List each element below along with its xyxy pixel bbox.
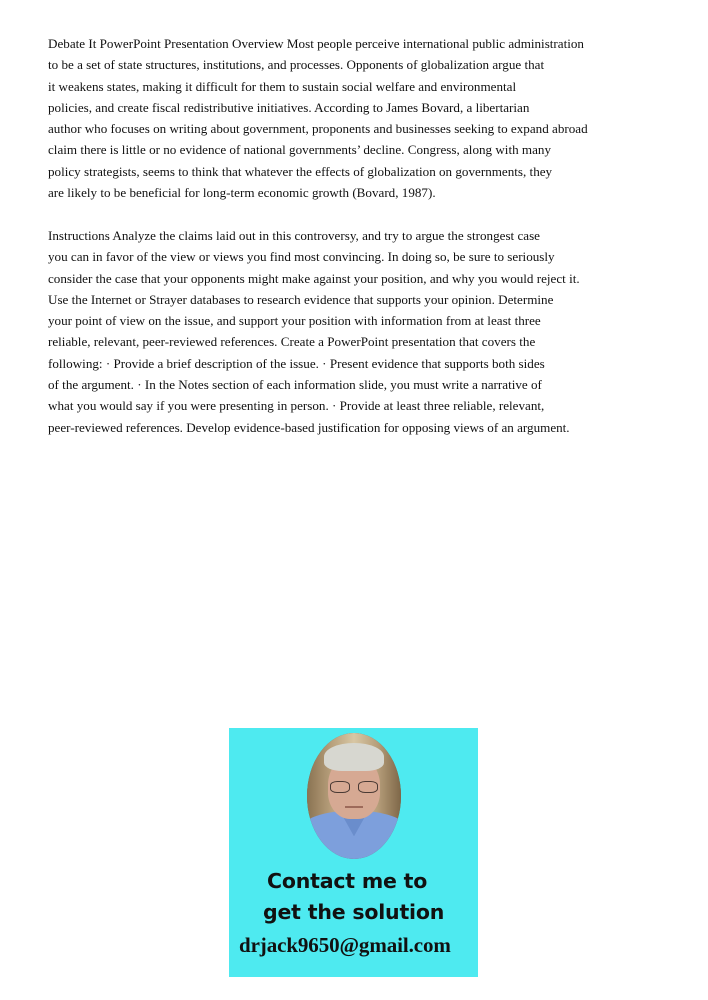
text-line: to be a set of state structures, institutions, and processes. Opponents of globalization argue that (48, 57, 545, 73)
overview-paragraph (48, 33, 688, 203)
text-line: following: · Provide a brief description of the issue. · Present evidence that supports both sides (48, 355, 545, 371)
text-line: of the argument. · In the Notes section of each information slide, you must write a narrative of (48, 377, 542, 393)
text-line: Instructions Analyze the claims laid out in this controversy, and try to argue the strongest case (48, 228, 540, 243)
promo-headline-line1: Contact me to (267, 869, 428, 893)
text-line: policy strategists, seems to think that whatever the effects of globalization on governments, they (48, 163, 553, 179)
text-line: reliable, relevant, peer-reviewed references. Create a PowerPoint presentation that covers the (48, 334, 536, 350)
text-line: you can in favor of the view or views you find most convincing. In doing so, be sure to seriously (48, 249, 555, 265)
text-line: what you would say if you were presenting in person. · Provide at least three reliable, relevant, (48, 398, 545, 414)
text-line: consider the case that your opponents might make against your position, and why you would reject it. (48, 270, 580, 286)
person-portrait-icon (307, 733, 401, 859)
promo-headline-line2: get the solution (263, 900, 445, 924)
text-line: author who focuses on writing about government, proponents and businesses seeking to expand abroad (48, 121, 588, 137)
instructions-paragraph (48, 225, 688, 438)
glasses-icon (330, 781, 379, 794)
text-line: are likely to be beneficial for long-term economic growth (Bovard, 1987). (48, 185, 436, 201)
text-line: peer-reviewed references. Develop evidence-based justification for opposing views of an argument. (48, 419, 570, 435)
text-line: policies, and create fiscal redistributive initiatives. According to James Bovard, a libertarian (48, 99, 530, 115)
text-line: your point of view on the issue, and support your position with information from at least three (48, 313, 541, 329)
text-line: claim there is little or no evidence of national governments’ decline. Congress, along with many (48, 142, 551, 158)
text-line: Debate It PowerPoint Presentation Overview Most people perceive international public administration (48, 36, 584, 51)
text-line: Use the Internet or Strayer databases to research evidence that supports your opinion. Determine (48, 291, 554, 307)
contact-email[interactable]: drjack9650@gmail.com (239, 933, 451, 957)
text-line: it weakens states, making it difficult for them to sustain social welfare and environmental (48, 78, 517, 94)
contact-promo-banner[interactable] (229, 728, 478, 977)
